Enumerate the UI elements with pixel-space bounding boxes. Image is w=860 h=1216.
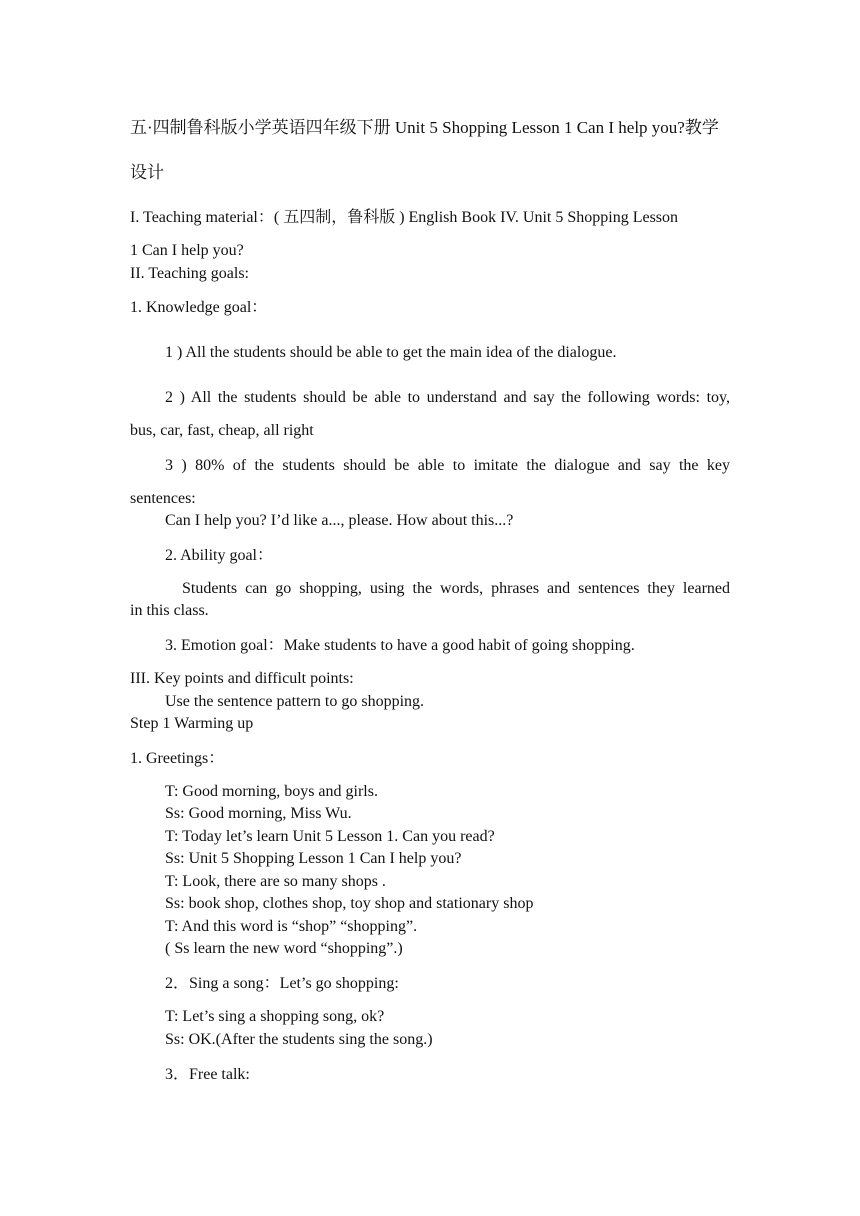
teaching-goals-heading: II. Teaching goals:: [130, 265, 249, 282]
dialogue-line: T: Look, there are so many shops .: [165, 873, 386, 890]
emotion-goal: 3. Emotion goal：Make students to have a good habit of going shopping.: [165, 637, 635, 654]
greetings-heading: 1. Greetings：: [130, 750, 225, 767]
sing-song-heading: 2．Sing a song：Let’s go shopping:: [165, 975, 399, 992]
dialogue-line: T: Today let’s learn Unit 5 Lesson 1. Can you read?: [165, 828, 495, 845]
ability-goal-line2: in this class.: [130, 602, 209, 619]
knowledge-item-3-line1: 3 ) 80% of the students should be able to imitate the dialogue and say the key: [165, 457, 730, 474]
dialogue-line: T: And this word is “shop” “shopping”.: [165, 918, 418, 935]
key-points-heading: III. Key points and difficult points:: [130, 670, 354, 687]
ability-goal-heading: 2. Ability goal：: [165, 547, 274, 564]
document-title-line1: 五·四制鲁科版小学英语四年级下册 Unit 5 Shopping Lesson 1 Can I help you?教学: [130, 118, 719, 137]
teaching-material-line2: 1 Can I help you?: [130, 242, 244, 259]
dialogue-line: Ss: Unit 5 Shopping Lesson 1 Can I help you?: [165, 850, 462, 867]
dialogue-line: ( Ss learn the new word “shopping”.): [165, 940, 403, 957]
song-dialogue-line: T: Let’s sing a shopping song, ok?: [165, 1008, 385, 1025]
knowledge-goal-heading: 1. Knowledge goal：: [130, 299, 268, 316]
knowledge-item-3-line2: sentences:: [130, 490, 196, 507]
free-talk-heading: 3．Free talk:: [165, 1066, 250, 1083]
knowledge-item-1: 1 ) All the students should be able to get the main idea of the dialogue.: [165, 344, 617, 361]
dialogue-line: T: Good morning, boys and girls.: [165, 783, 378, 800]
key-points-line: Use the sentence pattern to go shopping.: [165, 693, 425, 710]
ability-goal-line1: Students can go shopping, using the words, phrases and sentences they learned: [182, 580, 730, 597]
dialogue-line: Ss: Good morning, Miss Wu.: [165, 805, 352, 822]
knowledge-item-2-line2: bus, car, fast, cheap, all right: [130, 422, 314, 439]
knowledge-item-2-line1: 2 ) All the students should be able to understand and say the following words: toy,: [165, 389, 730, 406]
dialogue-line: Ss: book shop, clothes shop, toy shop and stationary shop: [165, 895, 534, 912]
step1-heading: Step 1 Warming up: [130, 715, 254, 732]
song-dialogue-line: Ss: OK.(After the students sing the song.): [165, 1031, 433, 1048]
knowledge-item-3-line3: Can I help you? I’d like a..., please. How about this...?: [165, 512, 514, 529]
document-title-line2: 设计: [130, 163, 164, 182]
teaching-material-line1: I. Teaching material：( 五四制，鲁科版 ) English Book IV. Unit 5 Shopping Lesson: [130, 209, 679, 226]
